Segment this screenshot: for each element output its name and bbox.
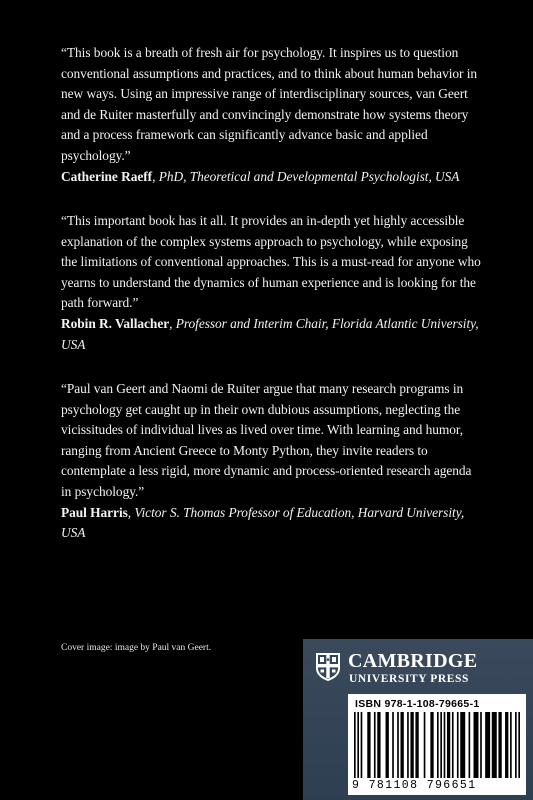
barcode-digits: 9 781108 796651 (352, 779, 477, 792)
barcode-bar (397, 712, 399, 778)
barcode-bar (440, 712, 442, 778)
barcode-bar (361, 712, 363, 778)
barcode-bar (505, 712, 508, 778)
endorser-role: , PhD, Theoretical and Developmental Psychologist, USA (152, 168, 460, 184)
barcode-bar (485, 712, 490, 778)
barcode-bar (374, 712, 376, 778)
barcode-bar (410, 712, 413, 778)
barcode-bar (377, 712, 380, 778)
barcode-bar (367, 712, 370, 778)
barcode-bar (386, 712, 389, 778)
endorser-role: , Victor S. Thomas Professor of Education, Harvard University, USA (61, 504, 465, 541)
endorsement-attribution (61, 503, 481, 544)
barcode-bar (452, 712, 454, 778)
barcode-bar (357, 712, 359, 778)
barcode-bar (424, 712, 426, 778)
barcode-bar (492, 712, 497, 778)
barcode-bar (460, 712, 465, 778)
barcode-bar (515, 712, 517, 778)
endorser-name: Catherine Raeff (61, 168, 153, 184)
endorser-name: Paul Harris (61, 504, 128, 520)
publisher-name: CAMBRIDGE (348, 650, 478, 672)
barcode-bar (457, 712, 459, 778)
barcode-bar (407, 712, 409, 778)
barcode-bar (430, 712, 433, 778)
endorsement-quote: “This important book has it all. It provides an in-depth yet highly accessible explanation of the complex systems approach to psychology, while exposing the limitations of conventional approaches. This is a must-read for anyone who yearns to understand the dynamics of human experience and is looking for the path forward.” (61, 213, 481, 311)
barcode-bar (415, 712, 418, 778)
barcode-bar (480, 712, 482, 778)
publisher-panel (303, 639, 533, 800)
isbn-label: ISBN 978-1-108-79665-1 (355, 698, 480, 710)
endorsement-1 (61, 43, 481, 187)
cover-credit: Cover image: image by Paul van Geert. (61, 643, 212, 653)
endorsement-attribution (61, 314, 481, 355)
barcode-bar (447, 712, 450, 778)
barcode-bars-icon (354, 712, 520, 778)
barcode-bar (437, 712, 439, 778)
barcode-bar (392, 712, 394, 778)
endorsement-quote: “Paul van Geert and Naomi de Ruiter argue that many research programs in psychology get caught up in their own dubious assumptions, neglecting the vicissitudes of individual lives as lived over time. With learning and humor, ranging from Ancient Greece to Monty Python, they invite readers to contemplate a less rigid, more dynamic and process-oriented research agenda in psychology.” (61, 381, 472, 499)
barcode-bar (474, 712, 479, 778)
barcode-bar (400, 712, 403, 778)
barcode-bar (518, 712, 520, 778)
publisher-subtitle: UNIVERSITY PRESS (349, 673, 470, 685)
endorsement-attribution (61, 167, 481, 188)
endorsement-2 (61, 211, 481, 355)
endorsement-quote: “This book is a breath of fresh air for psychology. It inspires us to question conventional assumptions and practices, and to think about human behavior in new ways. Using an impressive range of interdisciplinary sources, van Geert and de Ruiter masterfully and convincingly demonstrate how systems theory and a process framework can significantly advance basic and applied psychology.” (61, 45, 478, 163)
cambridge-crest-icon (315, 652, 341, 682)
barcode-bar (444, 712, 446, 778)
endorsement-3 (61, 379, 481, 544)
barcode-bar (510, 712, 512, 778)
isbn-barcode (348, 694, 526, 795)
endorser-role: , Professor and Interim Chair, Florida Atlantic University, USA (61, 315, 479, 352)
endorser-name: Robin R. Vallacher (61, 315, 170, 331)
barcode-bar (469, 712, 471, 778)
barcode-bar (354, 712, 356, 778)
barcode-bar (498, 712, 501, 778)
